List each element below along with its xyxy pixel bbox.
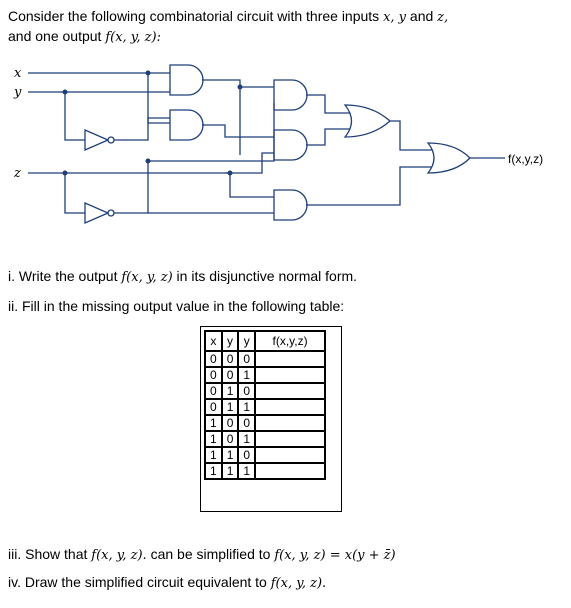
znot-wire	[114, 161, 230, 213]
y-not-wire	[65, 92, 85, 140]
question-i-prefix: i. Write the output	[8, 268, 118, 284]
table-cell: 0	[205, 367, 222, 383]
output-label: f(x,y,z)	[508, 152, 544, 166]
junction-dot	[146, 71, 151, 76]
z-to-and4	[225, 153, 274, 173]
intro-line-2	[8, 26, 161, 48]
table-cell: 0	[222, 431, 239, 447]
table-cell: 1	[238, 431, 255, 447]
truth-table	[204, 330, 326, 480]
table-header: y	[238, 331, 255, 351]
and4-to-or1	[306, 129, 350, 145]
question-iii-prefix: iii. Show that	[8, 546, 88, 562]
output-cell[interactable]	[255, 431, 325, 447]
question-iv-prefix: iv. Draw the simplified circuit equivalent to	[8, 574, 267, 590]
table-header: f(x,y,z)	[255, 331, 325, 351]
input-z-label: z	[14, 166, 21, 181]
output-cell[interactable]	[255, 447, 325, 463]
table-row	[205, 399, 325, 415]
table-cell: 0	[238, 383, 255, 399]
output-cell[interactable]	[255, 415, 325, 431]
z-not-wire	[65, 173, 85, 213]
table-row	[205, 367, 325, 383]
question-iii-mid: can be simplified to	[150, 546, 271, 562]
table-cell: 1	[205, 431, 222, 447]
output-cell[interactable]	[255, 383, 325, 399]
and-gate-4	[274, 130, 307, 160]
table-cell: 1	[205, 415, 222, 431]
table-cell: 1	[238, 367, 255, 383]
intro-line-1	[8, 6, 448, 28]
intro-text-2: and one output	[8, 28, 102, 44]
intro-text: Consider the following combinatorial circuit with three inputs	[8, 8, 380, 24]
table-cell: 1	[205, 463, 222, 479]
and-gate-2	[170, 110, 203, 140]
znot-to-and3	[230, 103, 274, 161]
table-cell: 1	[222, 463, 239, 479]
junction-dot	[63, 90, 68, 95]
junction-dot	[146, 159, 151, 164]
table-cell: 0	[238, 415, 255, 431]
and2-out	[202, 125, 274, 137]
or1-to-or2	[390, 121, 432, 150]
question-ii: ii. Fill in the missing output value in the following table:	[8, 298, 345, 314]
not-bubble-y	[108, 137, 114, 143]
intro-vars: x, y	[383, 10, 407, 25]
output-cell[interactable]	[255, 463, 325, 479]
table-cell: 0	[205, 351, 222, 367]
and5-to-or2	[306, 167, 432, 205]
junction-dot	[63, 171, 68, 176]
question-i-function: f(x, y, z)	[121, 270, 173, 285]
table-header: x	[205, 331, 222, 351]
table-cell: 0	[222, 351, 239, 367]
intro-z: z,	[437, 10, 449, 25]
or-gate-2	[428, 143, 470, 173]
table-cell: 0	[222, 415, 239, 431]
not-gate-y	[85, 130, 108, 150]
not-gate-z	[85, 203, 108, 223]
question-i	[8, 268, 357, 285]
junction-dot	[238, 85, 243, 90]
table-cell: 0	[205, 399, 222, 415]
table-row	[205, 383, 325, 399]
table-cell: 1	[238, 399, 255, 415]
table-row	[205, 351, 325, 367]
table-cell: 1	[205, 447, 222, 463]
not-bubble-z	[108, 210, 114, 216]
table-cell: 0	[238, 351, 255, 367]
logic-circuit-diagram	[0, 55, 571, 230]
table-cell: 1	[222, 447, 239, 463]
table-row	[205, 415, 325, 431]
question-iii-function: f(x, y, z).	[91, 548, 147, 563]
output-cell[interactable]	[255, 367, 325, 383]
question-iii	[8, 546, 396, 563]
and-gate-1	[170, 65, 203, 95]
question-iii-expression: f(x, y, z) = x(y + z̄)	[274, 548, 396, 563]
junction-dot	[228, 171, 233, 176]
input-y-label: y	[14, 85, 22, 100]
table-row	[205, 447, 325, 463]
table-cell: 1	[238, 463, 255, 479]
table-row	[205, 431, 325, 447]
table-cell: 1	[222, 383, 239, 399]
table-cell: 1	[222, 399, 239, 415]
ynot-wire	[114, 118, 170, 140]
intro-function: f(x, y, z):	[105, 30, 161, 45]
and3-to-or1	[306, 95, 350, 113]
z-to-and5	[230, 173, 274, 197]
input-x-label: x	[14, 66, 22, 81]
question-i-suffix: in its disjunctive normal form.	[176, 268, 358, 284]
table-cell: 0	[238, 447, 255, 463]
question-iv	[8, 574, 326, 591]
question-iv-function: f(x, y, z).	[270, 576, 327, 591]
table-cell: 0	[222, 367, 239, 383]
intro-and: and	[409, 8, 434, 24]
table-row	[205, 463, 325, 479]
table-cell: 0	[205, 383, 222, 399]
table-header-row	[205, 331, 325, 351]
table-header: y	[222, 331, 239, 351]
output-cell[interactable]	[255, 351, 325, 367]
and-gate-5	[274, 190, 307, 220]
or-gate-1	[345, 105, 390, 137]
output-cell[interactable]	[255, 399, 325, 415]
and-gate-3	[274, 80, 307, 110]
